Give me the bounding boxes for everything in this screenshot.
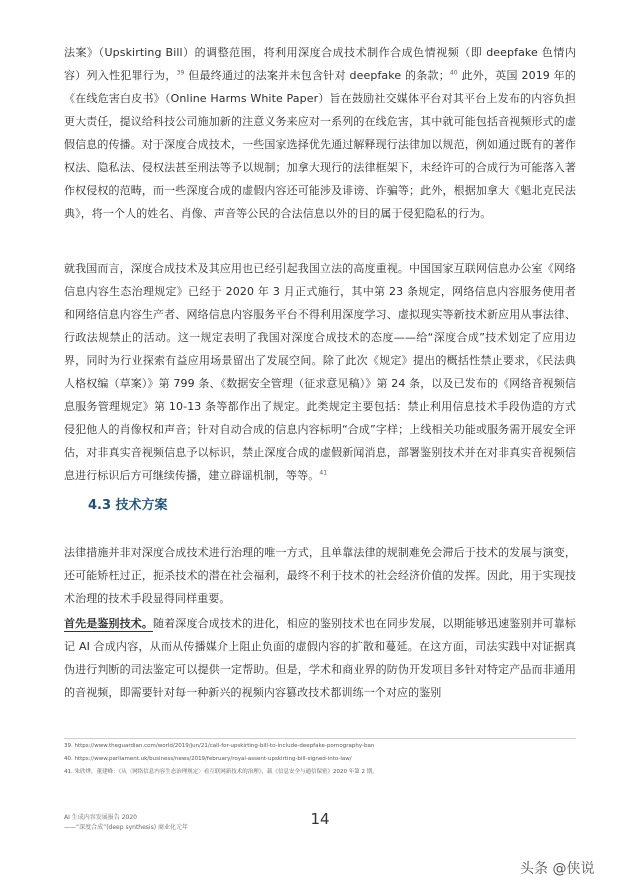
page-number: 14 — [310, 810, 330, 828]
paragraph-text: 此外，英国 2019 年的《在线危害白皮书》（Online Harms White Paper）旨在鼓励社交媒体平台对其平台上发布的内容负担更大责任，提议给科技公司施加新的注意义务来应对一系列的在线危害，其中就可能包括音视频形式的虚假信息的传播。对于深度合成技术，一些国家选择优先通过解释现行法律加以规范，例如通过既有的著作权法、隐私法、侵权法甚至刑法等予以规制；加拿大现行的法律框架下，未经许可的合成行为可能落入著作权侵权的范畴，而一些深度合成的虚假内容还可能涉及诽谤、诈骗等；此外，根据加拿大《魁北克民法典》，将一个人的姓名、肖像、声音等公民的合法信息以外的目的属于侵犯隐私的行为。 — [64, 69, 577, 220]
paragraph-text: 随着深度合成技术的进化，相应的鉴别技术也在同步发展，以期能够迅速鉴别并可靠标记 AI 合成内容，从而从传播媒介上阻止负面的虚假内容的扩散和蔓延。在这方面，司法实践中对证据真伪进行判断的司法鉴定可以提供一定帮助。但是，学术和商业界的防伪开发项目多针对特定产品而非通用的音视频，即需要针对每一种新兴的视频内容篡改技术都训练一个对应的鉴别 — [64, 617, 576, 699]
body-paragraph-1 — [64, 41, 576, 225]
footnote-39[interactable]: 39. https://www.theguardian.com/world/2019/jun/21/call-for-upskirting-bill-to-include-deepfake-pornography-ban — [64, 743, 375, 749]
footnote-41: 41. 朱欣烨，董建峰：《从〈网络信息内容生态治理规定〉看互联网新技术的治理》，载《信息安全与通信保密》2020 年第 2 期。 — [64, 769, 378, 775]
body-paragraph-3: 法律措施并非对深度合成技术进行治理的唯一方式，且单靠法律的规制难免会滞后于技术的发展与演变，还可能矫枉过正，扼杀技术的潜在社会福利，最终不利于技术的社会经济价值的发挥。因此，用于实现技术治理的技术手段显得同样重要。 — [64, 546, 576, 605]
paragraph-lead: 首先是鉴别技术。 — [64, 617, 154, 630]
body-paragraph-4 — [64, 612, 576, 704]
footnote-ref-41[interactable]: 41 — [319, 469, 328, 477]
paragraph-text: 但最终通过的法案并未包含针对 deepfake 的条款； — [184, 69, 450, 82]
footnote-divider — [64, 738, 576, 739]
report-title: AI 生成内容发展报告 2020 — [64, 814, 137, 821]
footnote-ref-40[interactable]: 40 — [449, 69, 458, 77]
body-paragraph-2 — [64, 257, 576, 487]
report-subtitle: ——“深度合成”(deep synthesis) 商业化元年 — [64, 824, 188, 831]
section-heading: 4.3 技术方案 — [88, 498, 168, 513]
footnote-40[interactable]: 40. https://www.parliament.uk/business/news/2019/february/royal-assent-upskirting-bill-signed-into-law/ — [64, 756, 352, 762]
watermark: 头条 @侠说 — [520, 861, 595, 877]
footnote-ref-39[interactable]: 39 — [176, 69, 185, 77]
paragraph-text: 法案》（Upskirting Bill）的调整范围，将利用深度合成技术制作合成色情视频（即 deepfake 色情内容）列入性犯罪行为， — [64, 46, 576, 82]
report-footer — [64, 813, 188, 833]
paragraph-text: 就我国而言，深度合成技术及其应用也已经引起我国立法的高度重视。中国国家互联网信息办公室《网络信息内容生态治理规定》已经于 2020 年 3 月正式施行，其中第 23 条规定，网络信息内容服务使用者和网络信息内容生产者、网络信息内容服务平台不得利用深度学习、虚拟现实等新技术新应用从事法律、行政法规禁止的活动。这一规定表明了我国对深度合成技术的态度——给“深度合成”技术划定了应用边界，同时为行业探索有益应用场景留出了发展空间。除了此次《规定》提出的概括性禁止要求，《民法典人格权编（草案）》第 799 条、《数据安全管理（征求意见稿）》第 24 条，以及已发布的《网络音视频信息服务管理规定》第 10-13 条等都作出了规定。此类规定主要包括：禁止利用信息技术手段伪造的方式侵犯他人的肖像权和声音；针对自动合成的信息内容标明“合成”字样；上线相关功能或服务需开展安全评估，对非真实音视频信息予以标识，禁止深度合成的虚假新闻消息，部署鉴别技术并在对非真实音视频信息进行标识后方可继续传播，建立辟谣机制，等等。 — [64, 262, 576, 482]
